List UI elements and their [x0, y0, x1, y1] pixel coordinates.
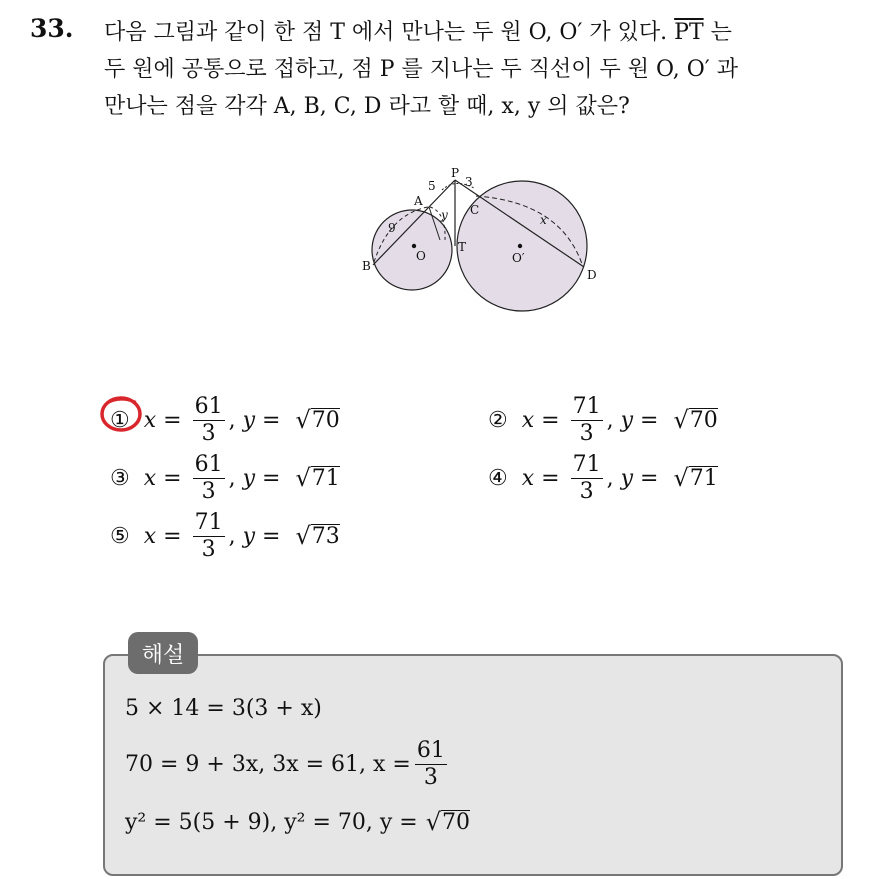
question-line-2: 두 원에 공통으로 접하고, 점 P 를 지나는 두 직선이 두 원 O, O′ 과	[104, 57, 739, 82]
label-c: C	[470, 203, 480, 217]
label-a: A	[414, 194, 423, 208]
circle-o	[372, 210, 452, 290]
solution-line-1: 5 × 14 = 3(3 + x)	[125, 695, 322, 721]
circles-figure	[350, 162, 610, 317]
label-three: 3	[465, 175, 473, 189]
solution-x-num: 61	[416, 737, 445, 763]
choice-4[interactable]: ④ x = $\frac{71}{3}$ , y = √ 71	[488, 451, 718, 504]
label-t: T	[458, 240, 467, 254]
label-p: P	[451, 166, 460, 180]
choice-4-number: ④	[488, 465, 508, 491]
question-text	[104, 14, 864, 125]
choice-1-number: ①	[110, 407, 130, 433]
choice-3-x-num: 61	[194, 451, 223, 477]
question-line-1: 다음 그림과 같이 한 점 T 에서 만나는 두 원 O, O′ 가 있다. $\overline{PT}$ 는	[104, 20, 732, 45]
question-number: 33.	[30, 14, 74, 43]
choice-3-y-rad: 71	[311, 465, 340, 491]
solution-line-3: y² = 5(5 + 9), y² = 70, y = √ 70	[125, 808, 471, 836]
choice-2-y-rad: 70	[689, 407, 718, 433]
choice-2-x-den: 3	[579, 420, 594, 446]
label-o-prime: O′	[512, 251, 525, 265]
choice-1-x-den: 3	[201, 420, 216, 446]
solution-tab: 해설	[128, 632, 198, 674]
label-five: 5	[428, 179, 436, 193]
segment-pt: $\overline{PT}$	[674, 20, 704, 45]
label-y: y	[441, 208, 448, 222]
solution-line-2: 70 = 9 + 3x, 3x = 61, x = $\frac{61}{3}$	[125, 737, 445, 790]
solution-y-rad: 70	[442, 809, 471, 835]
choice-5-x-den: 3	[201, 536, 216, 562]
choice-3-x-den: 3	[201, 478, 216, 504]
choice-1[interactable]: ① x = $\frac{61}{3}$ , y = √ 70	[110, 393, 340, 446]
label-nine: 9	[388, 221, 396, 235]
choice-3[interactable]: ③ x = $\frac{61}{3}$ , y = √ 71	[110, 451, 340, 504]
question-line-3: 만나는 점을 각각 A, B, C, D 라고 할 때, x, y 의 값은?	[104, 94, 630, 119]
choice-3-number: ③	[110, 465, 130, 491]
center-o	[412, 244, 416, 248]
choice-4-x-num: 71	[572, 451, 601, 477]
choice-1-y-rad: 70	[311, 407, 340, 433]
choice-5-number: ⑤	[110, 523, 130, 549]
choice-4-y-rad: 71	[689, 465, 718, 491]
label-o: O	[416, 249, 426, 263]
solution-x-den: 3	[423, 764, 438, 790]
choice-5-y-rad: 73	[311, 523, 340, 549]
choice-5[interactable]: ⑤ x = $\frac{71}{3}$ , y = √ 73	[110, 509, 340, 562]
choice-2-x-num: 71	[572, 393, 601, 419]
choice-2-number: ②	[488, 407, 508, 433]
label-x: x	[540, 213, 547, 227]
choice-4-x-den: 3	[579, 478, 594, 504]
label-d: D	[587, 268, 597, 282]
choice-1-x-num: 61	[194, 393, 223, 419]
center-o-prime	[518, 244, 522, 248]
selected-choice-mark	[98, 394, 144, 434]
choice-5-x-num: 71	[194, 509, 223, 535]
label-b: B	[362, 259, 371, 273]
choice-2[interactable]: ② x = $\frac{71}{3}$ , y = √ 70	[488, 393, 718, 446]
